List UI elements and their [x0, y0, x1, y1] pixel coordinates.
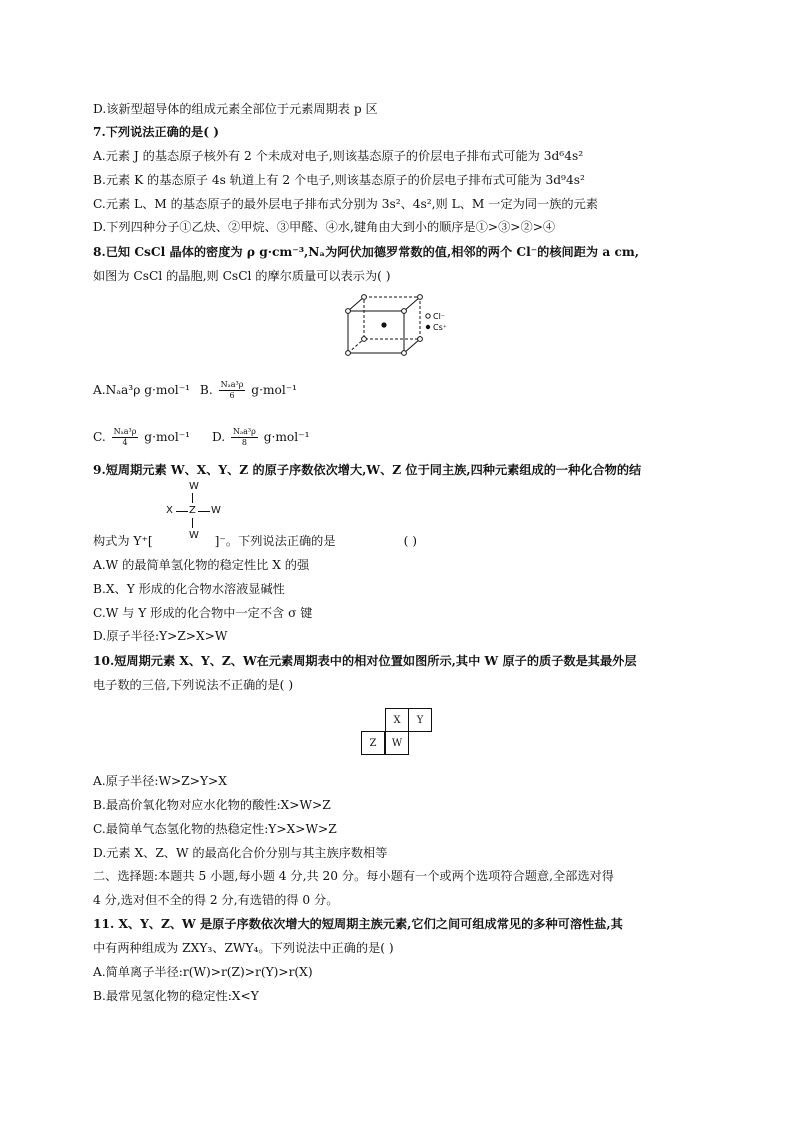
- cell-w: W: [385, 731, 409, 755]
- q8-option-d-fraction: [231, 427, 258, 448]
- q8-option-c-label: C.: [93, 430, 106, 444]
- q6-option-d: D.该新型超导体的组成元素全部位于元素周期表 p 区: [93, 102, 378, 116]
- cell-y: Y: [408, 708, 432, 732]
- q11-stem-line1: 11. X、Y、Z、W 是原子序数依次增大的短周期主族元素,它们之间可组成常见的多种可溶性盐,其: [93, 917, 623, 931]
- q11-option-b: B.最常见氢化物的稳定性:X<Y: [93, 989, 259, 1003]
- struct-center-atom: Z: [189, 505, 196, 516]
- q10-stem-line2: 电子数的三倍,下列说法不正确的是( ): [93, 678, 294, 692]
- q8-options-row2: [93, 427, 309, 448]
- q8-option-b-label: B.: [199, 383, 213, 397]
- q8-stem-line2: 如图为 CsCl 的晶胞,则 CsCl 的摩尔质量可以表示为( ): [93, 269, 391, 283]
- q10-option-c: C.最简单气态氢化物的热稳定性:Y>X>W>Z: [93, 822, 337, 836]
- q10-stem-line1: 10.短周期元素 X、Y、Z、W在元素周期表中的相对位置如图所示,其中 W 原子的质子数是其最外层: [93, 654, 637, 668]
- q7-option-a: A.元素 J 的基态原子核外有 2 个未成对电子,则该基态原子的价层电子排布式可能为 3d⁶4s²: [93, 149, 584, 163]
- struct-bottom-atom: W: [189, 530, 199, 541]
- q10-option-a: A.原子半径:W>Z>Y>X: [93, 774, 227, 788]
- q8-option-a: A.Nₐa³ρ g·mol⁻¹: [93, 383, 191, 397]
- q9-option-b: B.X、Y 形成的化合物水溶液显碱性: [93, 582, 285, 596]
- q8-option-c-fraction: [112, 427, 139, 448]
- q8-option-d-unit: g·mol⁻¹: [263, 430, 310, 444]
- legend-cl-marker: [426, 314, 430, 318]
- q8-option-c-unit: g·mol⁻¹: [144, 430, 191, 444]
- q9-option-c: C.W 与 Y 形成的化合物中一定不含 σ 键: [93, 606, 313, 620]
- section2-line1: 二、选择题:本题共 5 小题,每小题 4 分,共 20 分。每小题有一个或两个选项符合题意,全部选对得: [93, 869, 614, 883]
- q9-structural-formula: [160, 481, 230, 541]
- q8-option-b-fraction: [219, 380, 246, 401]
- q8-option-c-denominator: 4: [122, 438, 128, 447]
- q8-option-b-unit: g·mol⁻¹: [251, 383, 298, 397]
- struct-bond-right: [198, 511, 210, 512]
- struct-bond-top: [192, 493, 193, 503]
- q10-option-d: D.元素 X、Z、W 的最高化合价分别与其主族序数相等: [93, 846, 388, 860]
- legend-cl-label: Cl⁻: [433, 312, 446, 321]
- section2-line2: 4 分,选对但不全的得 2 分,有选错的得 0 分。: [93, 893, 339, 907]
- q8-option-d-label: D.: [211, 430, 226, 444]
- q8-options-row1: [93, 380, 297, 401]
- cell-back-face: [364, 297, 420, 339]
- q9-stem-line1: 9.短周期元素 W、X、Y、Z 的原子序数依次增大,W、Z 位于同主族,四种元素组成的一种化合物的结: [93, 463, 642, 477]
- struct-top-atom: W: [189, 481, 199, 492]
- q8-option-d-numerator: Nₐa³ρ: [233, 427, 256, 436]
- cs-ion-marker: [381, 322, 386, 327]
- q8-option-c-numerator: Nₐa³ρ: [113, 427, 137, 436]
- q9-option-a: A.W 的最简单氢化物的稳定性比 X 的强: [93, 558, 310, 572]
- q8-stem-line1: 8.已知 CsCl 晶体的密度为 ρ g·cm⁻³,Nₐ为阿伏加德罗常数的值,相邻的两个 Cl⁻的核间距为 a cm,: [93, 245, 640, 259]
- q8-option-b-numerator: Nₐa³ρ: [220, 380, 244, 389]
- cell-z: Z: [361, 731, 385, 755]
- struct-right-atom: W: [211, 505, 221, 516]
- q7-option-d: D.下列四种分子①乙炔、②甲烷、③甲醛、④水,键角由大到小的顺序是①>③>②>④: [93, 220, 556, 234]
- q7-option-c: C.元素 L、M 的基态原子的最外层电子排布式分别为 3s²、4s²,则 L、M 一定为同一族的元素: [93, 197, 598, 211]
- cell-x: X: [385, 708, 409, 732]
- q7-stem: 7.下列说法正确的是( ): [93, 125, 219, 139]
- q10-periodic-table-fragment: [361, 708, 435, 756]
- q11-stem-line2: 中有两种组成为 ZXY₃、ZWY₄。下列说法中正确的是( ): [93, 941, 394, 955]
- struct-bond-bottom: [192, 518, 193, 528]
- q7-option-b: B.元素 K 的基态原子 4s 轨道上有 2 个电子,则该基态原子的价层电子排布式可能为 3d⁹4s²: [93, 173, 585, 187]
- q9-stem-prefix: 构式为 Y⁺[: [93, 534, 153, 548]
- q11-option-a: A.简单离子半径:r(W)>r(Z)>r(Y)>r(X): [93, 965, 313, 979]
- legend-cs-label: Cs⁺: [433, 323, 447, 332]
- cscl-unit-cell-diagram: [340, 292, 460, 358]
- q10-option-b: B.最高价氧化物对应水化物的酸性:X>W>Z: [93, 798, 331, 812]
- legend-cs-marker: [426, 325, 430, 329]
- q9-answer-blank: ( ): [403, 534, 417, 548]
- struct-bond-left: [176, 511, 188, 512]
- q9-option-d: D.原子半径:Y>Z>X>W: [93, 629, 228, 643]
- q9-stem-suffix: ]⁻。下列说法正确的是: [214, 534, 336, 548]
- q9-stem-line2: [93, 533, 417, 549]
- q8-option-d-denominator: 8: [241, 438, 247, 447]
- q8-option-b-denominator: 6: [229, 391, 235, 400]
- struct-left-atom: X: [166, 505, 173, 516]
- cell-front-face: [348, 311, 404, 353]
